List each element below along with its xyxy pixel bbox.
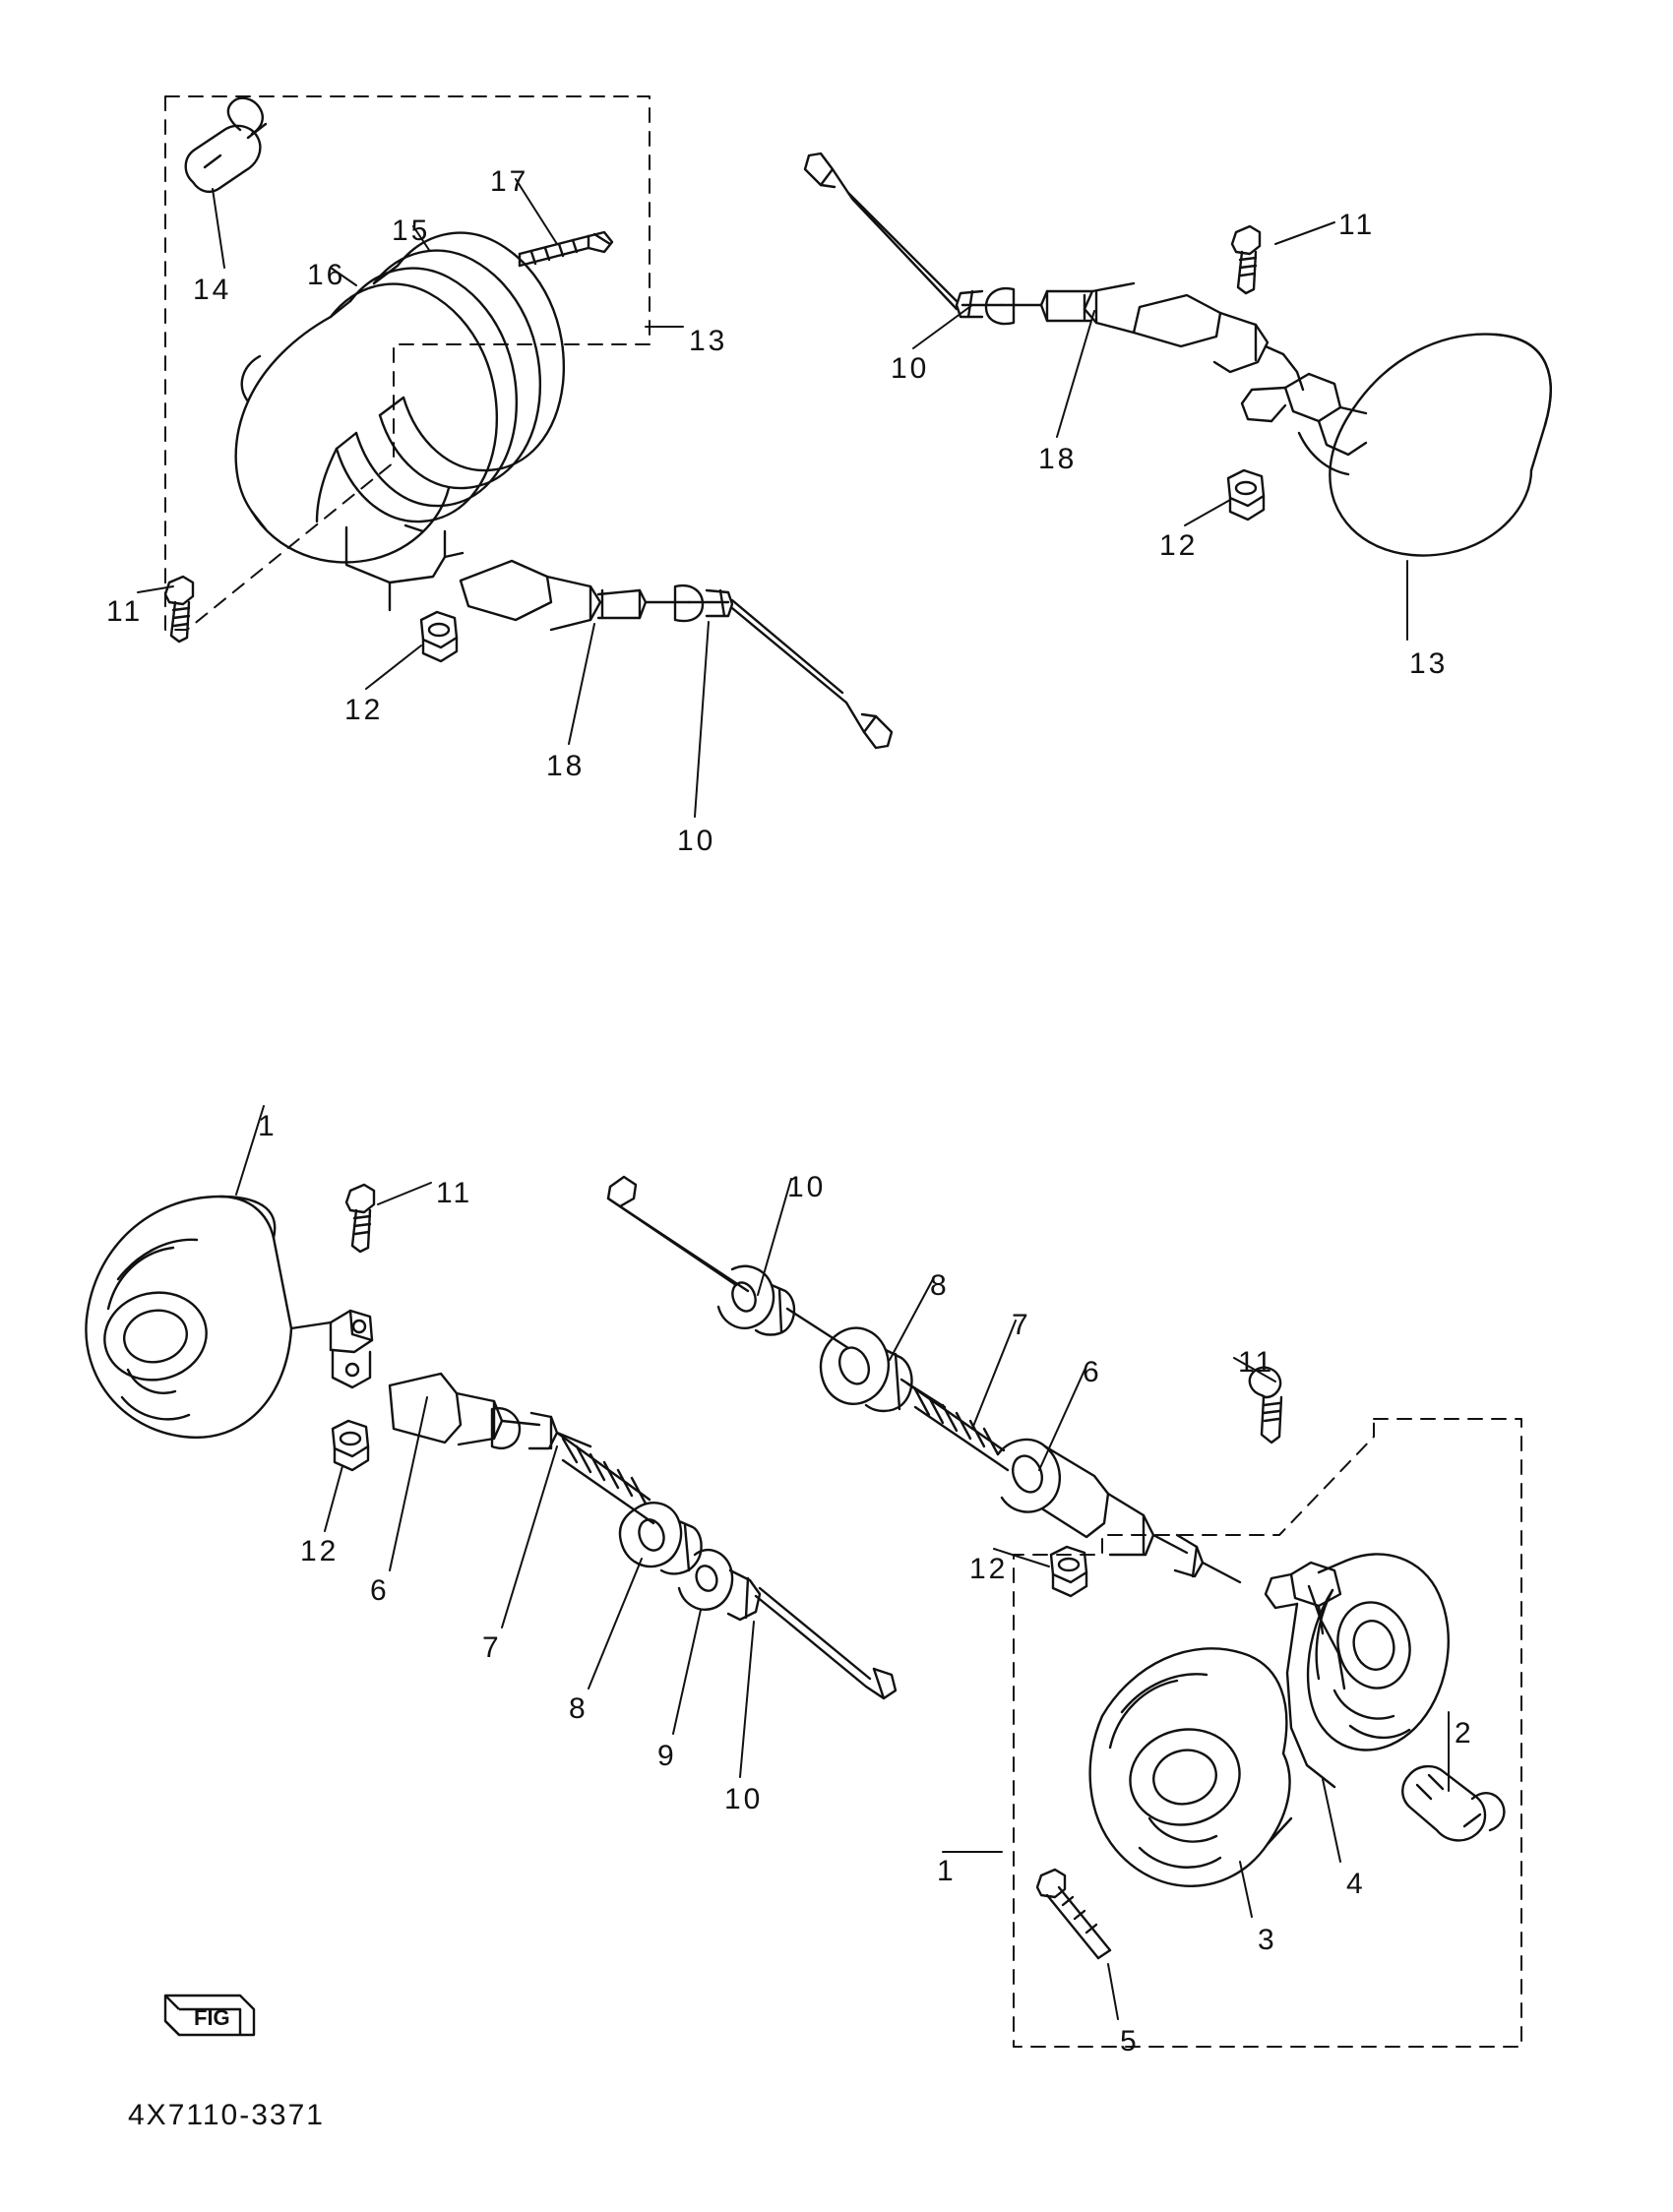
callout-15: 15 — [392, 215, 431, 247]
callout-6-bottom-left: 6 — [370, 1574, 390, 1607]
callout-11-top-right: 11 — [1338, 209, 1376, 241]
part-13-lens-housing-right — [1242, 335, 1551, 556]
part-4-housing — [1266, 1554, 1449, 1787]
callout-7-bottom-left: 7 — [482, 1631, 502, 1664]
callout-3: 3 — [1258, 1924, 1277, 1956]
callout-10-top-left: 10 — [677, 825, 716, 857]
stem-parts-bottom-left — [390, 1374, 896, 1698]
callout-4: 4 — [1346, 1868, 1366, 1900]
callout-13-top-right: 13 — [1409, 647, 1449, 680]
part-12-nut-right — [1228, 470, 1264, 520]
callout-10-top-right: 10 — [891, 352, 930, 385]
part-13-lens-housing-left — [236, 233, 564, 610]
callout-11-top-left: 11 — [106, 595, 144, 628]
diagram-part-number: 4X7110-3371 — [128, 2099, 325, 2131]
callout-11-bottom-right: 11 — [1238, 1346, 1275, 1379]
part-11-bolt-bottom-left — [346, 1185, 374, 1252]
part-1-lens-bottom-left — [86, 1197, 372, 1438]
callout-12-bottom-middle: 12 — [969, 1553, 1009, 1585]
fig-logo-label: FIG — [194, 2005, 230, 2030]
callout-12-top-left: 12 — [344, 694, 384, 726]
callout-1-bottom-right: 1 — [937, 1855, 957, 1887]
callout-10-bottom-middle: 10 — [787, 1171, 827, 1203]
callout-13-top-left: 13 — [689, 325, 728, 357]
callout-7-bottom-middle: 7 — [1012, 1309, 1031, 1341]
callout-11-bottom-left: 11 — [436, 1177, 473, 1209]
callout-9: 9 — [657, 1740, 677, 1772]
callout-5: 5 — [1120, 2025, 1140, 2058]
part-17-screw — [520, 232, 612, 266]
callout-16: 16 — [307, 259, 346, 291]
callout-6-bottom-middle: 6 — [1083, 1356, 1102, 1388]
part-12-nut-left — [421, 612, 457, 661]
callout-12-bottom-left: 12 — [300, 1535, 340, 1567]
stem-parts-bottom-middle — [608, 1177, 1240, 1582]
part-18-10-stem-left — [461, 561, 892, 748]
part-2-bulb — [1402, 1766, 1504, 1840]
part-11-bolt-right — [1232, 226, 1260, 293]
callout-2: 2 — [1455, 1717, 1474, 1750]
part-5-screw — [1037, 1870, 1110, 1958]
callout-12-top-right: 12 — [1159, 529, 1199, 562]
part-12-nut-bottom-left — [333, 1421, 368, 1470]
callout-18-top-left: 18 — [546, 750, 586, 782]
callout-14: 14 — [193, 274, 232, 306]
callout-8-bottom-left: 8 — [569, 1692, 589, 1725]
part-14-bulb — [186, 98, 266, 192]
callout-18-top-right: 18 — [1038, 443, 1078, 475]
callout-8-bottom-middle: 8 — [930, 1269, 950, 1302]
callout-1-bottom-left: 1 — [258, 1110, 278, 1142]
callout-17: 17 — [490, 165, 529, 198]
part-3-lens-front — [1090, 1648, 1291, 1885]
part-18-10-stem-right — [805, 154, 1303, 390]
callout-10-bottom-left: 10 — [724, 1783, 764, 1815]
